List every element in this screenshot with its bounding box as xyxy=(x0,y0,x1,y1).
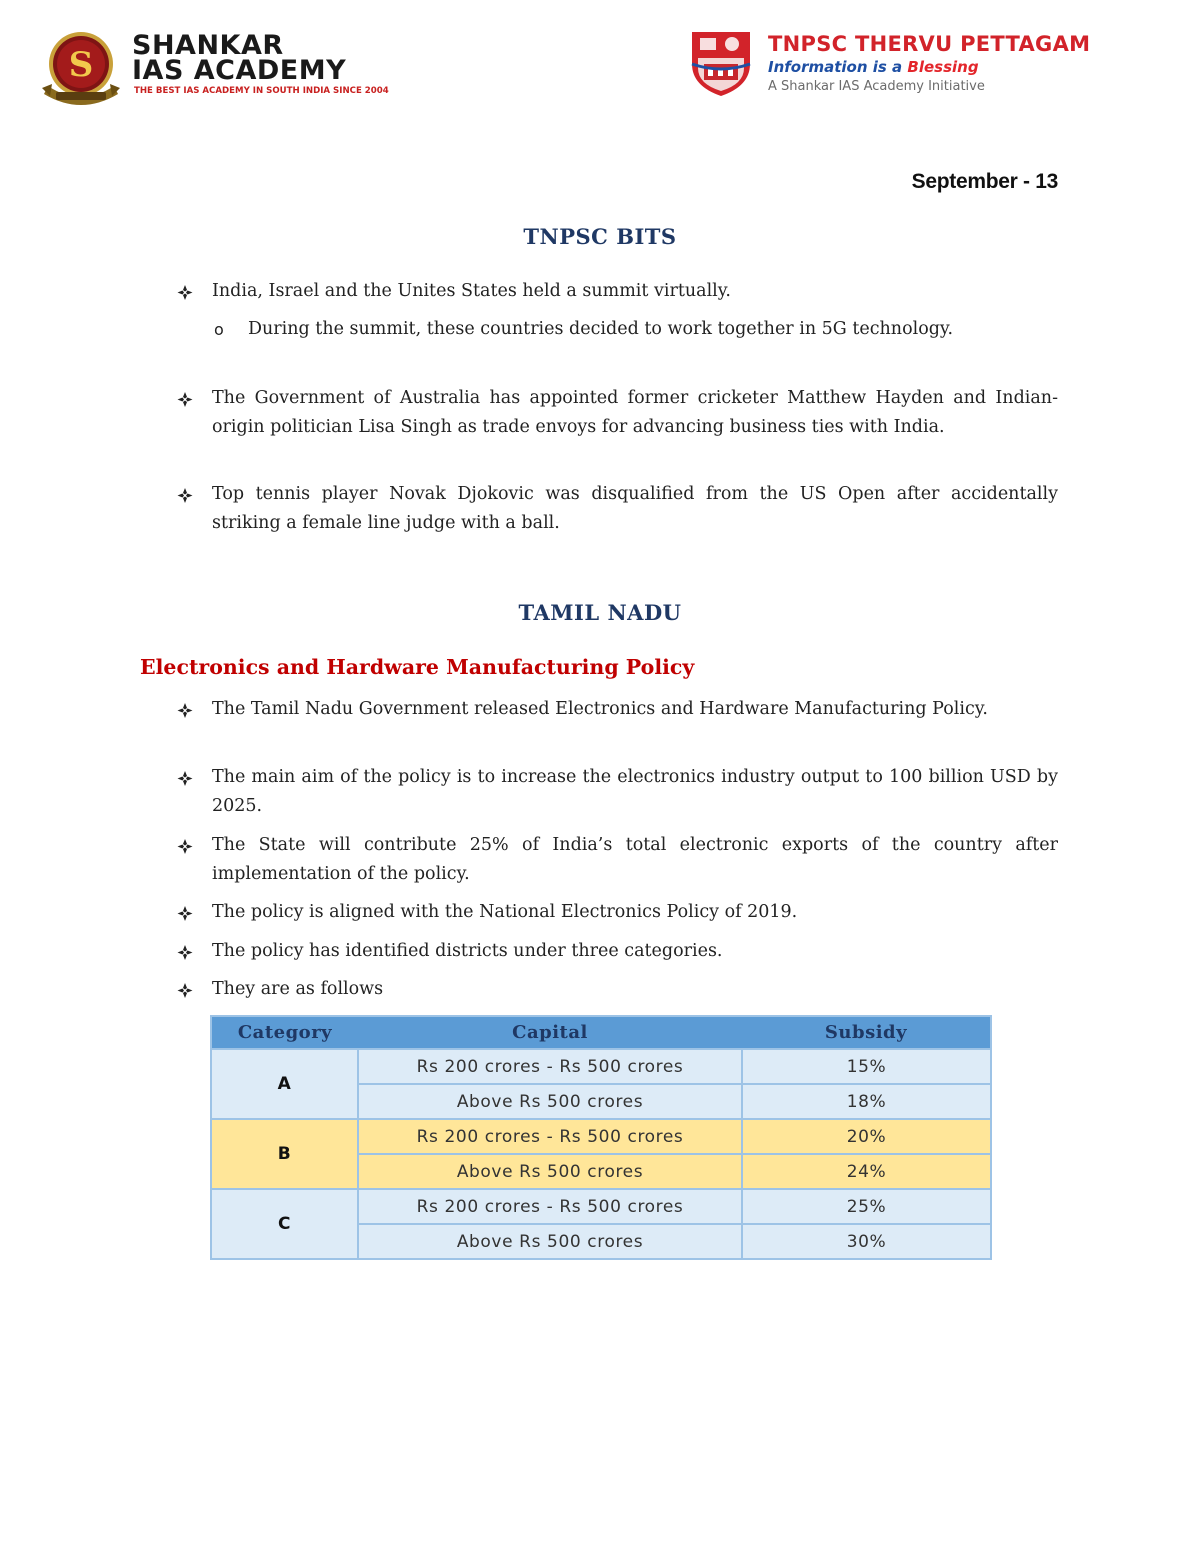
shankar-emblem-icon xyxy=(38,26,124,108)
capital-cell: Above Rs 500 crores xyxy=(358,1224,742,1259)
diamond-bullet-icon xyxy=(175,975,195,1004)
document-date: September - 13 xyxy=(911,170,1058,193)
table-header-row xyxy=(211,1016,991,1049)
table-row xyxy=(211,1049,991,1084)
diamond-bullet-icon xyxy=(175,480,195,509)
brand-tagline: THE BEST IAS ACADEMY IN SOUTH INDIA SINCE 2004 xyxy=(134,86,389,96)
subsidy-table xyxy=(210,1015,992,1260)
table-group-b xyxy=(211,1119,991,1189)
shankar-ias-logo xyxy=(38,26,389,108)
table-group-a xyxy=(211,1049,991,1119)
capital-cell: Rs 200 crores - Rs 500 crores xyxy=(358,1049,742,1084)
subsidy-cell: 24% xyxy=(742,1154,991,1189)
capital-cell: Above Rs 500 crores xyxy=(358,1154,742,1189)
column-header-capital: Capital xyxy=(358,1016,742,1049)
policy-subheading: Electronics and Hardware Manufacturing Policy xyxy=(140,655,695,679)
tagline-part-2: Blessing xyxy=(907,58,979,76)
table-row xyxy=(211,1119,991,1154)
subsidy-cell: 25% xyxy=(742,1189,991,1224)
capital-cell: Rs 200 crores - Rs 500 crores xyxy=(358,1189,742,1224)
subsidy-cell: 20% xyxy=(742,1119,991,1154)
subsidy-cell: 30% xyxy=(742,1224,991,1259)
list-item-text: The Tamil Nadu Government released Electronics and Hardware Manufacturing Policy. xyxy=(212,699,988,719)
list-item xyxy=(212,937,1058,966)
category-cell: C xyxy=(211,1189,358,1259)
circle-bullet-icon: o xyxy=(214,320,224,339)
list-item-text: They are as follows xyxy=(212,979,384,999)
subsidy-cell: 18% xyxy=(742,1084,991,1119)
diamond-bullet-icon xyxy=(175,384,195,413)
section-heading-bits: TNPSC BITS xyxy=(523,224,677,249)
list-item xyxy=(212,975,1058,1004)
capital-cell: Above Rs 500 crores xyxy=(358,1084,742,1119)
pettagam-subtitle: A Shankar IAS Academy Initiative xyxy=(768,79,985,94)
list-item xyxy=(212,480,1058,538)
diamond-bullet-icon xyxy=(175,937,195,966)
diamond-bullet-icon xyxy=(175,763,195,792)
pettagam-title: TNPSC THERVU PETTAGAM xyxy=(768,32,1091,56)
brand-line-1: SHANKAR xyxy=(132,30,284,61)
sub-list-item-text: During the summit, these countries decided to work together in 5G technology. xyxy=(248,319,954,339)
list-item-text: India, Israel and the Unites States held a summit virtually. xyxy=(212,281,731,301)
list-item xyxy=(212,695,1058,724)
pettagam-shield-icon xyxy=(688,28,754,98)
list-item xyxy=(212,277,1058,306)
svg-text:S: S xyxy=(68,45,94,85)
table-row xyxy=(211,1189,991,1224)
column-header-category: Category xyxy=(211,1016,358,1049)
category-cell: A xyxy=(211,1049,358,1119)
diamond-bullet-icon xyxy=(175,695,195,724)
list-item xyxy=(212,831,1058,889)
list-item xyxy=(212,763,1058,821)
list-item xyxy=(212,898,1058,927)
list-item-text: The main aim of the policy is to increase the electronics industry output to 100 billion USD by 2025. xyxy=(212,767,1058,816)
list-item-text: Top tennis player Novak Djokovic was disqualified from the US Open after accidentally striking a female line judge with a ball. xyxy=(212,484,1058,533)
diamond-bullet-icon xyxy=(175,831,195,860)
pettagam-tagline xyxy=(768,58,979,76)
brand-line-2: IAS ACADEMY xyxy=(132,55,347,86)
column-header-subsidy: Subsidy xyxy=(742,1016,991,1049)
tnpsc-thervu-pettagam-logo xyxy=(688,28,1148,100)
section-heading-tamil-nadu: TAMIL NADU xyxy=(518,600,682,625)
category-cell: B xyxy=(211,1119,358,1189)
table-group-c xyxy=(211,1189,991,1259)
sub-list-item xyxy=(214,315,1058,344)
list-item xyxy=(212,384,1058,442)
tagline-part-1: Information is a xyxy=(768,58,908,76)
diamond-bullet-icon xyxy=(175,898,195,927)
subsidy-cell: 15% xyxy=(742,1049,991,1084)
list-item-text: The policy has identified districts under three categories. xyxy=(212,941,723,961)
diamond-bullet-icon xyxy=(175,277,195,306)
list-item-text: The State will contribute 25% of India’s total electronic exports of the country after implementation of the policy. xyxy=(212,835,1058,884)
list-item-text: The Government of Australia has appointed former cricketer Matthew Hayden and Indian-origin politician Lisa Singh as trade envoys for advancing business ties with India. xyxy=(212,388,1058,437)
list-item-text: The policy is aligned with the National Electronics Policy of 2019. xyxy=(212,902,798,922)
capital-cell: Rs 200 crores - Rs 500 crores xyxy=(358,1119,742,1154)
